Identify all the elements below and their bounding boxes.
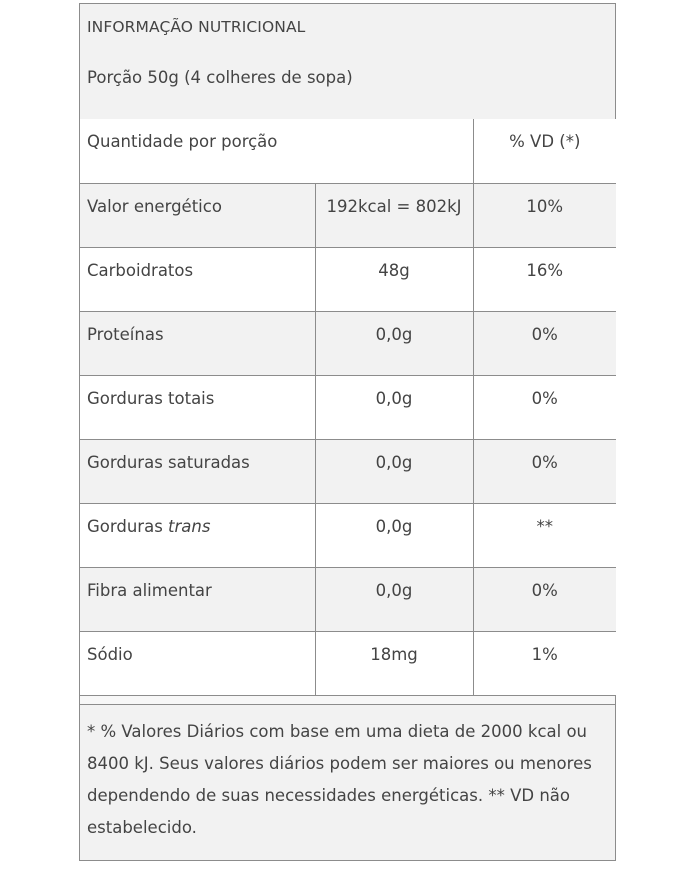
daily-values-footnote: * % Valores Diários com base em uma dieta de 2000 kcal ou 8400 kJ. Seus valores diários podem ser maiores ou menores dependendo de suas necessidades energéticas. ** VD não estabelecido. bbox=[80, 704, 615, 860]
quantity-heading: Quantidade por porção bbox=[80, 119, 473, 183]
nutrition-facts-panel bbox=[79, 3, 616, 861]
table-row-fiber bbox=[80, 567, 616, 631]
nutrient-vd: 0% bbox=[473, 311, 616, 375]
portion-size: Porção 50g (4 colheres de sopa) bbox=[87, 68, 353, 87]
nutrition-table bbox=[80, 119, 616, 696]
nutrient-amount: 0,0g bbox=[315, 375, 473, 439]
nutrient-name: Gorduras trans bbox=[80, 503, 315, 567]
nutrient-name: Carboidratos bbox=[80, 247, 315, 311]
nutrient-name: Sódio bbox=[80, 631, 315, 695]
table-row-protein bbox=[80, 311, 616, 375]
nutrient-name: Gorduras saturadas bbox=[80, 439, 315, 503]
nutrient-vd: 1% bbox=[473, 631, 616, 695]
nutrient-name: Fibra alimentar bbox=[80, 567, 315, 631]
nutrient-amount: 0,0g bbox=[315, 311, 473, 375]
table-row-energy bbox=[80, 183, 616, 247]
nutrient-amount: 192kcal = 802kJ bbox=[315, 183, 473, 247]
table-row-sodium bbox=[80, 631, 616, 695]
table-row-carbs bbox=[80, 247, 616, 311]
nutrient-vd: 10% bbox=[473, 183, 616, 247]
nutrient-vd: ** bbox=[473, 503, 616, 567]
nutrient-amount: 0,0g bbox=[315, 439, 473, 503]
nutrient-name: Gorduras totais bbox=[80, 375, 315, 439]
nutrition-title: INFORMAÇÃO NUTRICIONAL bbox=[87, 18, 306, 36]
vd-heading: % VD (*) bbox=[473, 119, 616, 183]
nutrient-vd: 0% bbox=[473, 439, 616, 503]
nutrient-vd: 0% bbox=[473, 375, 616, 439]
table-row-saturated-fat bbox=[80, 439, 616, 503]
nutrient-name: Valor energético bbox=[80, 183, 315, 247]
nutrient-amount: 48g bbox=[315, 247, 473, 311]
table-row-total-fat bbox=[80, 375, 616, 439]
nutrient-amount: 0,0g bbox=[315, 503, 473, 567]
nutrient-amount: 18mg bbox=[315, 631, 473, 695]
nutrient-vd: 16% bbox=[473, 247, 616, 311]
nutrient-amount: 0,0g bbox=[315, 567, 473, 631]
table-row-trans-fat bbox=[80, 503, 616, 567]
table-heading-row bbox=[80, 119, 616, 183]
nutrition-header bbox=[80, 4, 615, 120]
nutrient-vd: 0% bbox=[473, 567, 616, 631]
nutrient-name: Proteínas bbox=[80, 311, 315, 375]
